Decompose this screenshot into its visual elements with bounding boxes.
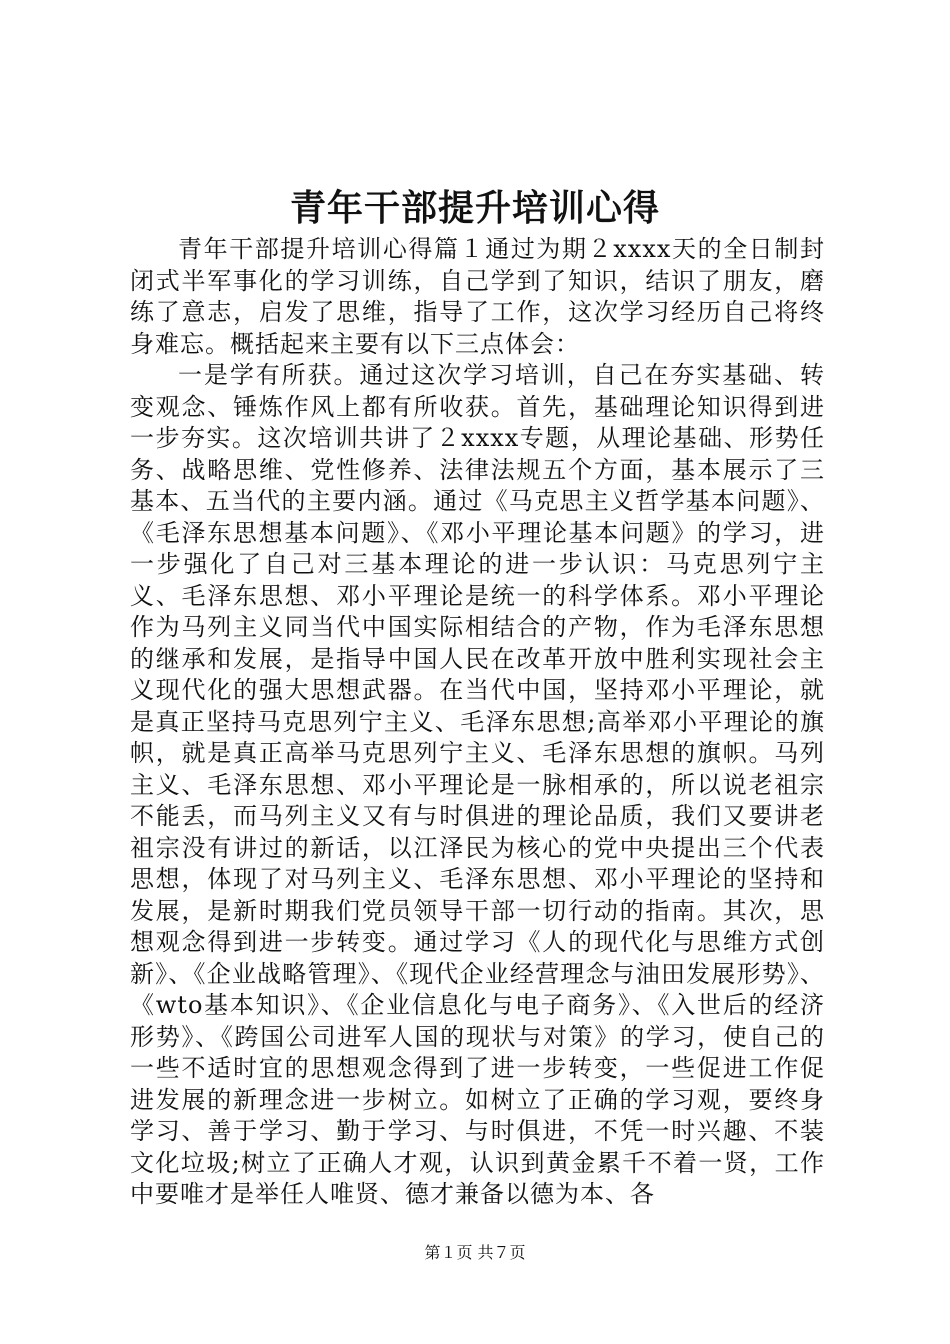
- paragraph-learning-gains: 一是学有所获。通过这次学习培训，自己在夯实基础、转变观念、锤炼作风上都有所收获。首先，基础理论知识得到进一步夯实。这次培训共讲了２xxxx专题，从理论基础、形势任务、战略思维、党性修养、法律法规五个方面，基本展示了三基本、五当代的主要内涵。通过《马克思主义哲学基本问题》、《毛泽东思想基本问题》、《邓小平理论基本问题》的学习，进一步强化了自己对三基本理论的进一步认识：马克思列宁主义、毛泽东思想、邓小平理论是统一的科学体系。邓小平理论作为马列主义同当代中国实际相结合的产物，作为毛泽东思想的继承和发展，是指导中国人民在改革开放中胜利实现社会主义现代化的强大思想武器。在当代中国，坚持邓小平理论，就是真正坚持马克思列宁主义、毛泽东思想;高举邓小平理论的旗帜，就是真正高举马克思列宁主义、毛泽东思想的旗帜。马列主义、毛泽东思想、邓小平理论是一脉相承的，所以说老祖宗不能丢，而马列主义又有与时俱进的理论品质，我们又要讲老祖宗没有讲过的新话，以江泽民为核心的党中央提出三个代表思想，体现了对马列主义、毛泽东思想、邓小平理论的坚持和发展，是新时期我们党员领导干部一切行动的指南。其次，思想观念得到进一步转变。通过学习《人的现代化与思维方式创新》、《企业战略管理》、《现代企业经营理念与油田发展形势》、《wto基本知识》、《企业信息化与电子商务》、《入世后的经济形势》、《跨国公司进军人国的现状与对策》的学习，使自己的一些不适时宜的思想观念得到了进一步转变，一些促进工作促进发展的新理念进一步树立。如树立了正确的学习观，要终身学习、善于学习、勤于学习、与时俱进，不凭一时兴趣、不装文化垃圾;树立了正确人才观，认识到黄金累千不着一贤，工作中要唯才是举任人唯贤、德才兼备以德为本、各: [130, 361, 825, 1208]
- paragraph-intro: 青年干部提升培训心得篇１通过为期２xxxx天的全日制封闭式半军事化的学习训练，自己学到了知识，结识了朋友，磨练了意志，启发了思维，指导了工作，这次学习经历自己将终身难忘。概括起来主要有以下三点体会：: [130, 235, 825, 358]
- document-body: [130, 234, 825, 1211]
- document-title: 青年干部提升培训心得: [289, 187, 660, 229]
- page-footer: 第１页 共７页: [424, 1243, 526, 1262]
